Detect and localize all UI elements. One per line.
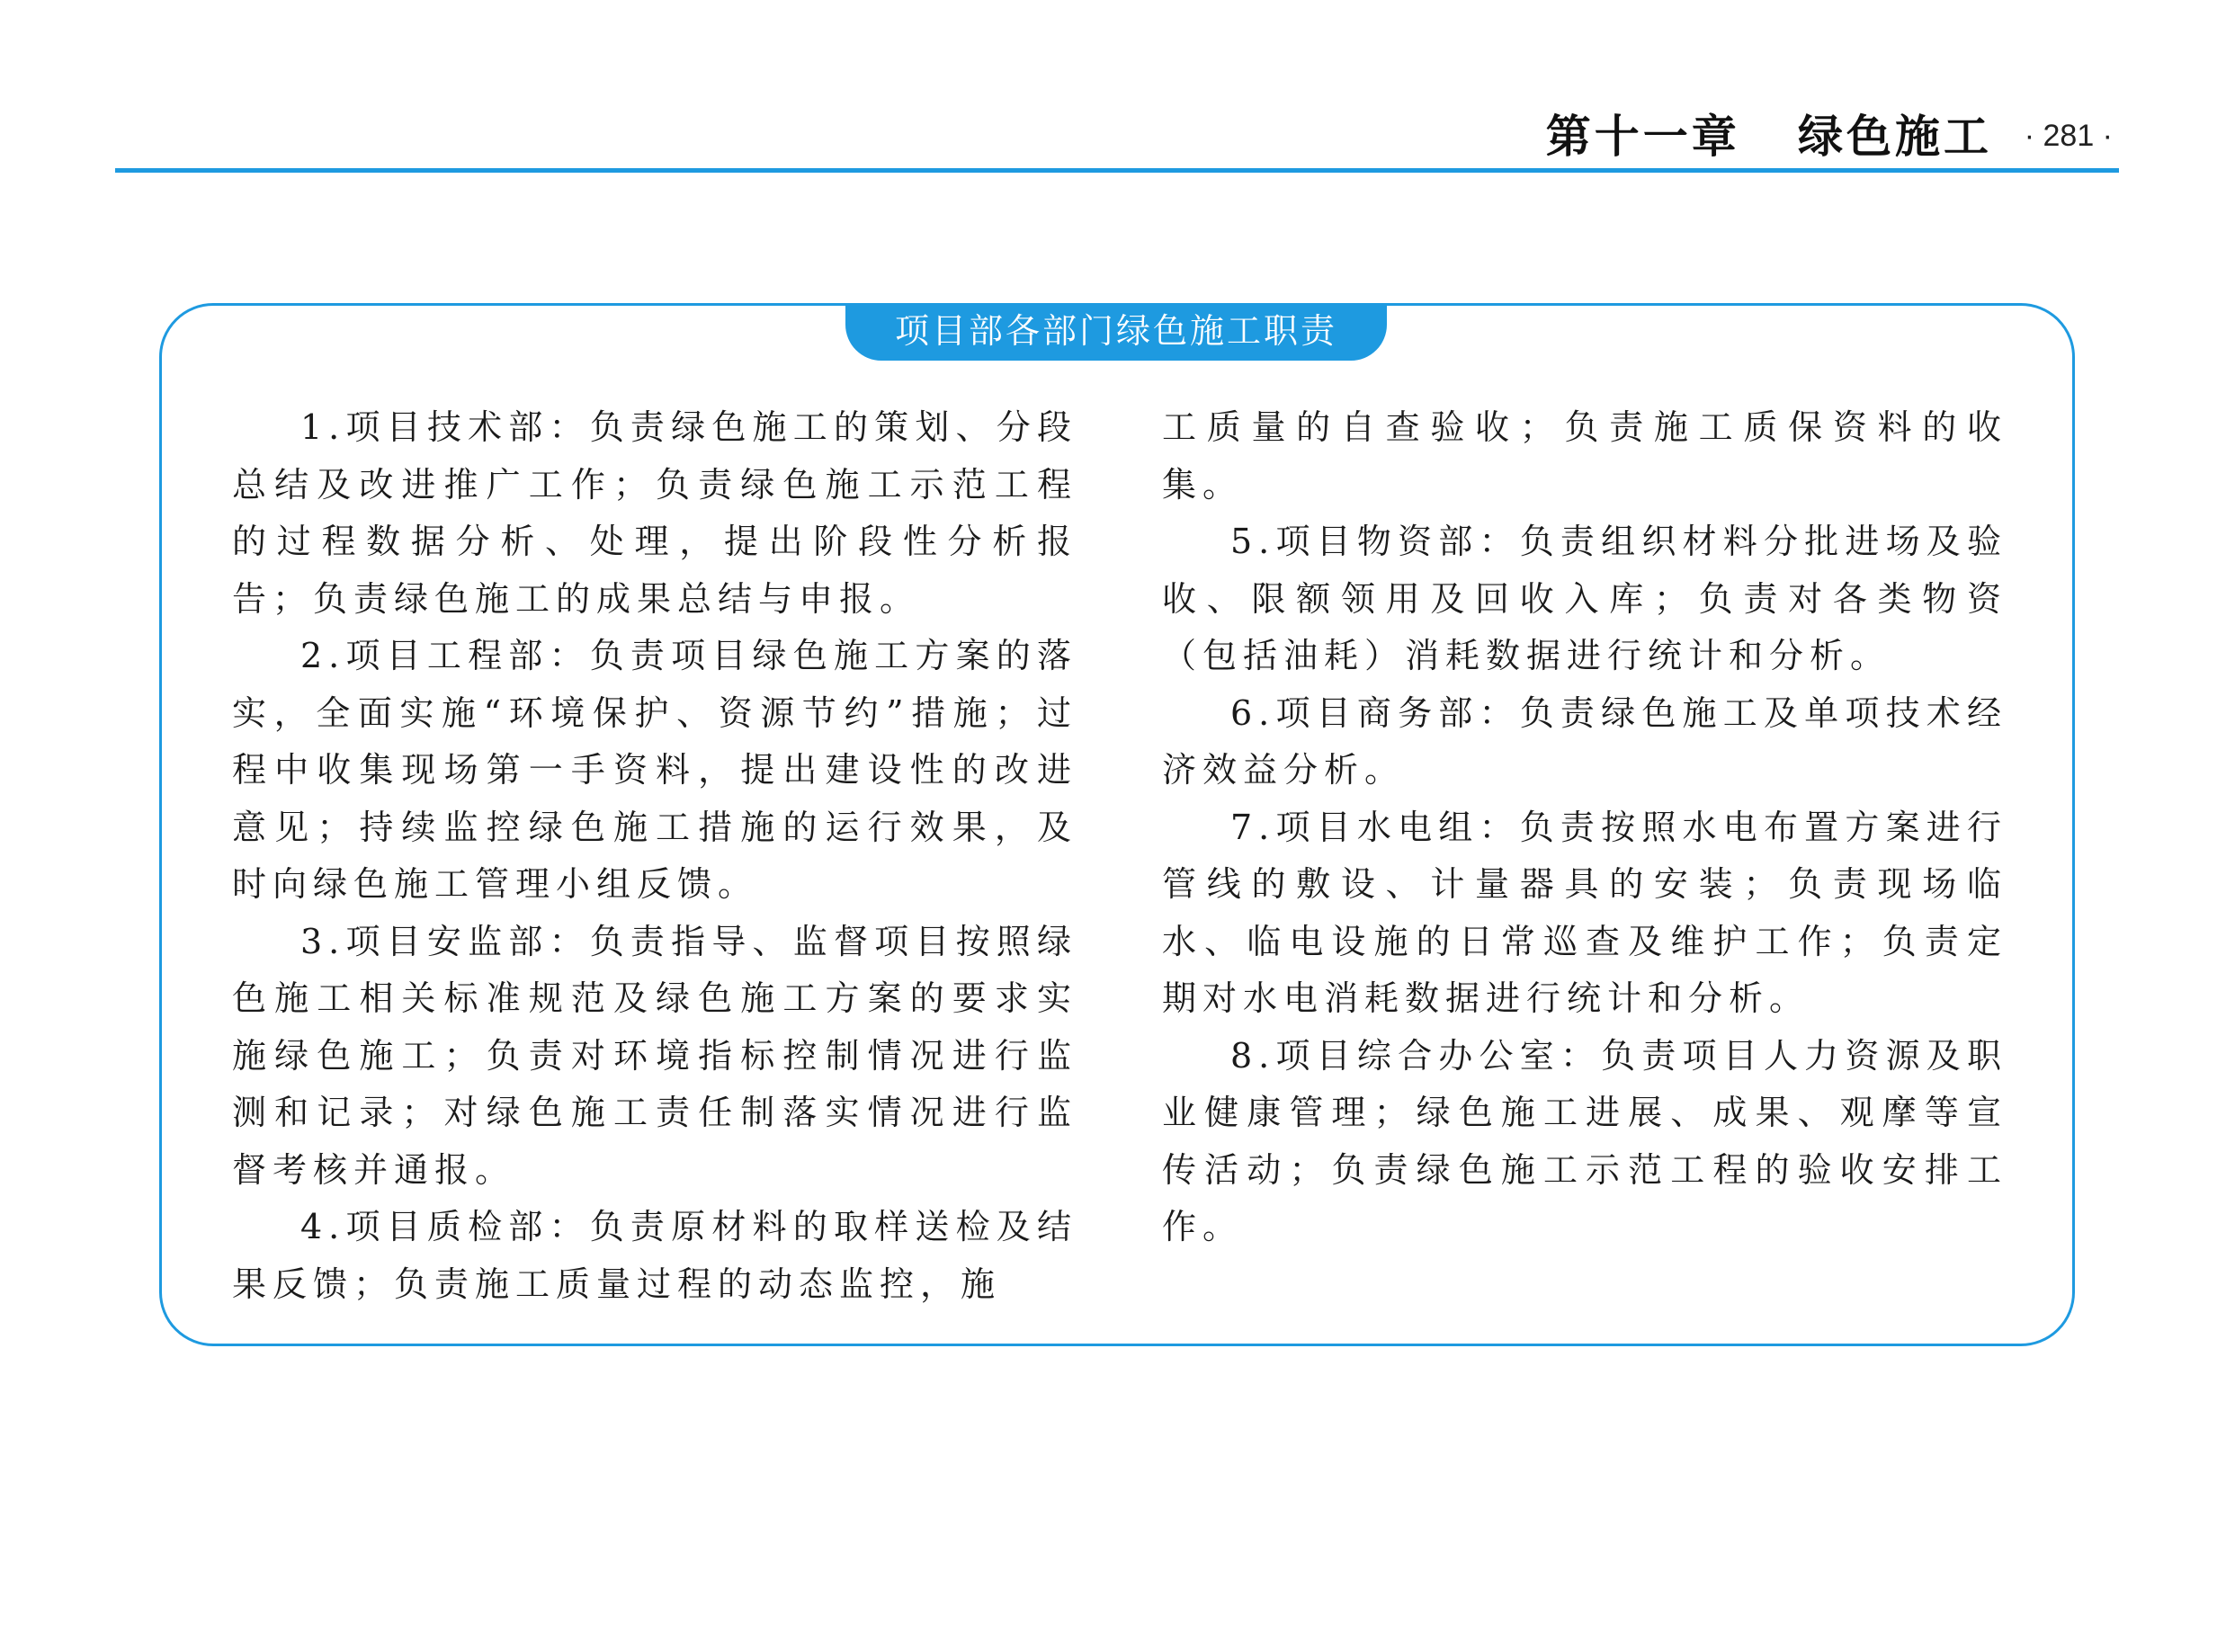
paragraph-quality-dept-continued: 工质量的自查验收；负责施工质保资料的收集。 xyxy=(1162,407,2007,505)
paragraph-engineering-dept: 2.项目工程部：负责项目绿色施工方案的落实，全面实施“环境保护、资源节约”措施；过程中收集现场第一手资料，提出建设性的改进意见；持续监控绿色施工措施的运行效果，及时向绿色施工管理小组反馈。 xyxy=(232,636,1077,904)
page-header xyxy=(0,0,2226,180)
box-title: 项目部各部门绿色施工职责 xyxy=(845,303,1387,361)
page-number: · 281 · xyxy=(2024,119,2113,153)
left-column xyxy=(232,399,1077,1313)
chapter-title: 第十一章 绿色施工 xyxy=(1545,111,1992,163)
paragraph-technical-dept: 1.项目技术部：负责绿色施工的策划、分段总结及改进推广工作；负责绿色施工示范工程的过程数据分析、处理，提出阶段性分析报告；负责绿色施工的成果总结与申报。 xyxy=(232,407,1077,619)
paragraph-utilities-group: 7.项目水电组：负责按照水电布置方案进行管线的敷设、计量器具的安装；负责现场临水、临电设施的日常巡查及维护工作；负责定期对水电消耗数据进行统计和分析。 xyxy=(1162,807,2007,1018)
paragraph-materials-dept: 5.项目物资部：负责组织材料分批进场及验收、限额领用及回收入库；负责对各类物资（包括油耗）消耗数据进行统计和分析。 xyxy=(1162,522,2007,675)
paragraph-quality-dept: 4.项目质检部：负责原材料的取样送检及结果反馈；负责施工质量过程的动态监控，施 xyxy=(232,1207,1077,1304)
right-column xyxy=(1162,399,2007,1256)
paragraph-commerce-dept: 6.项目商务部：负责绿色施工及单项技术经济效益分析。 xyxy=(1162,692,2007,790)
paragraph-safety-dept: 3.项目安监部：负责指导、监督项目按照绿色施工相关标准规范及绿色施工方案的要求实施绿色施工；负责对环境指标控制情况进行监测和记录；对绿色施工责任制落实情况进行监督考核并通报。 xyxy=(232,921,1077,1190)
header-rule xyxy=(115,168,2119,173)
paragraph-general-office: 8.项目综合办公室：负责项目人力资源及职业健康管理；绿色施工进展、成果、观摩等宣传活动；负责绿色施工示范工程的验收安排工作。 xyxy=(1162,1035,2007,1246)
